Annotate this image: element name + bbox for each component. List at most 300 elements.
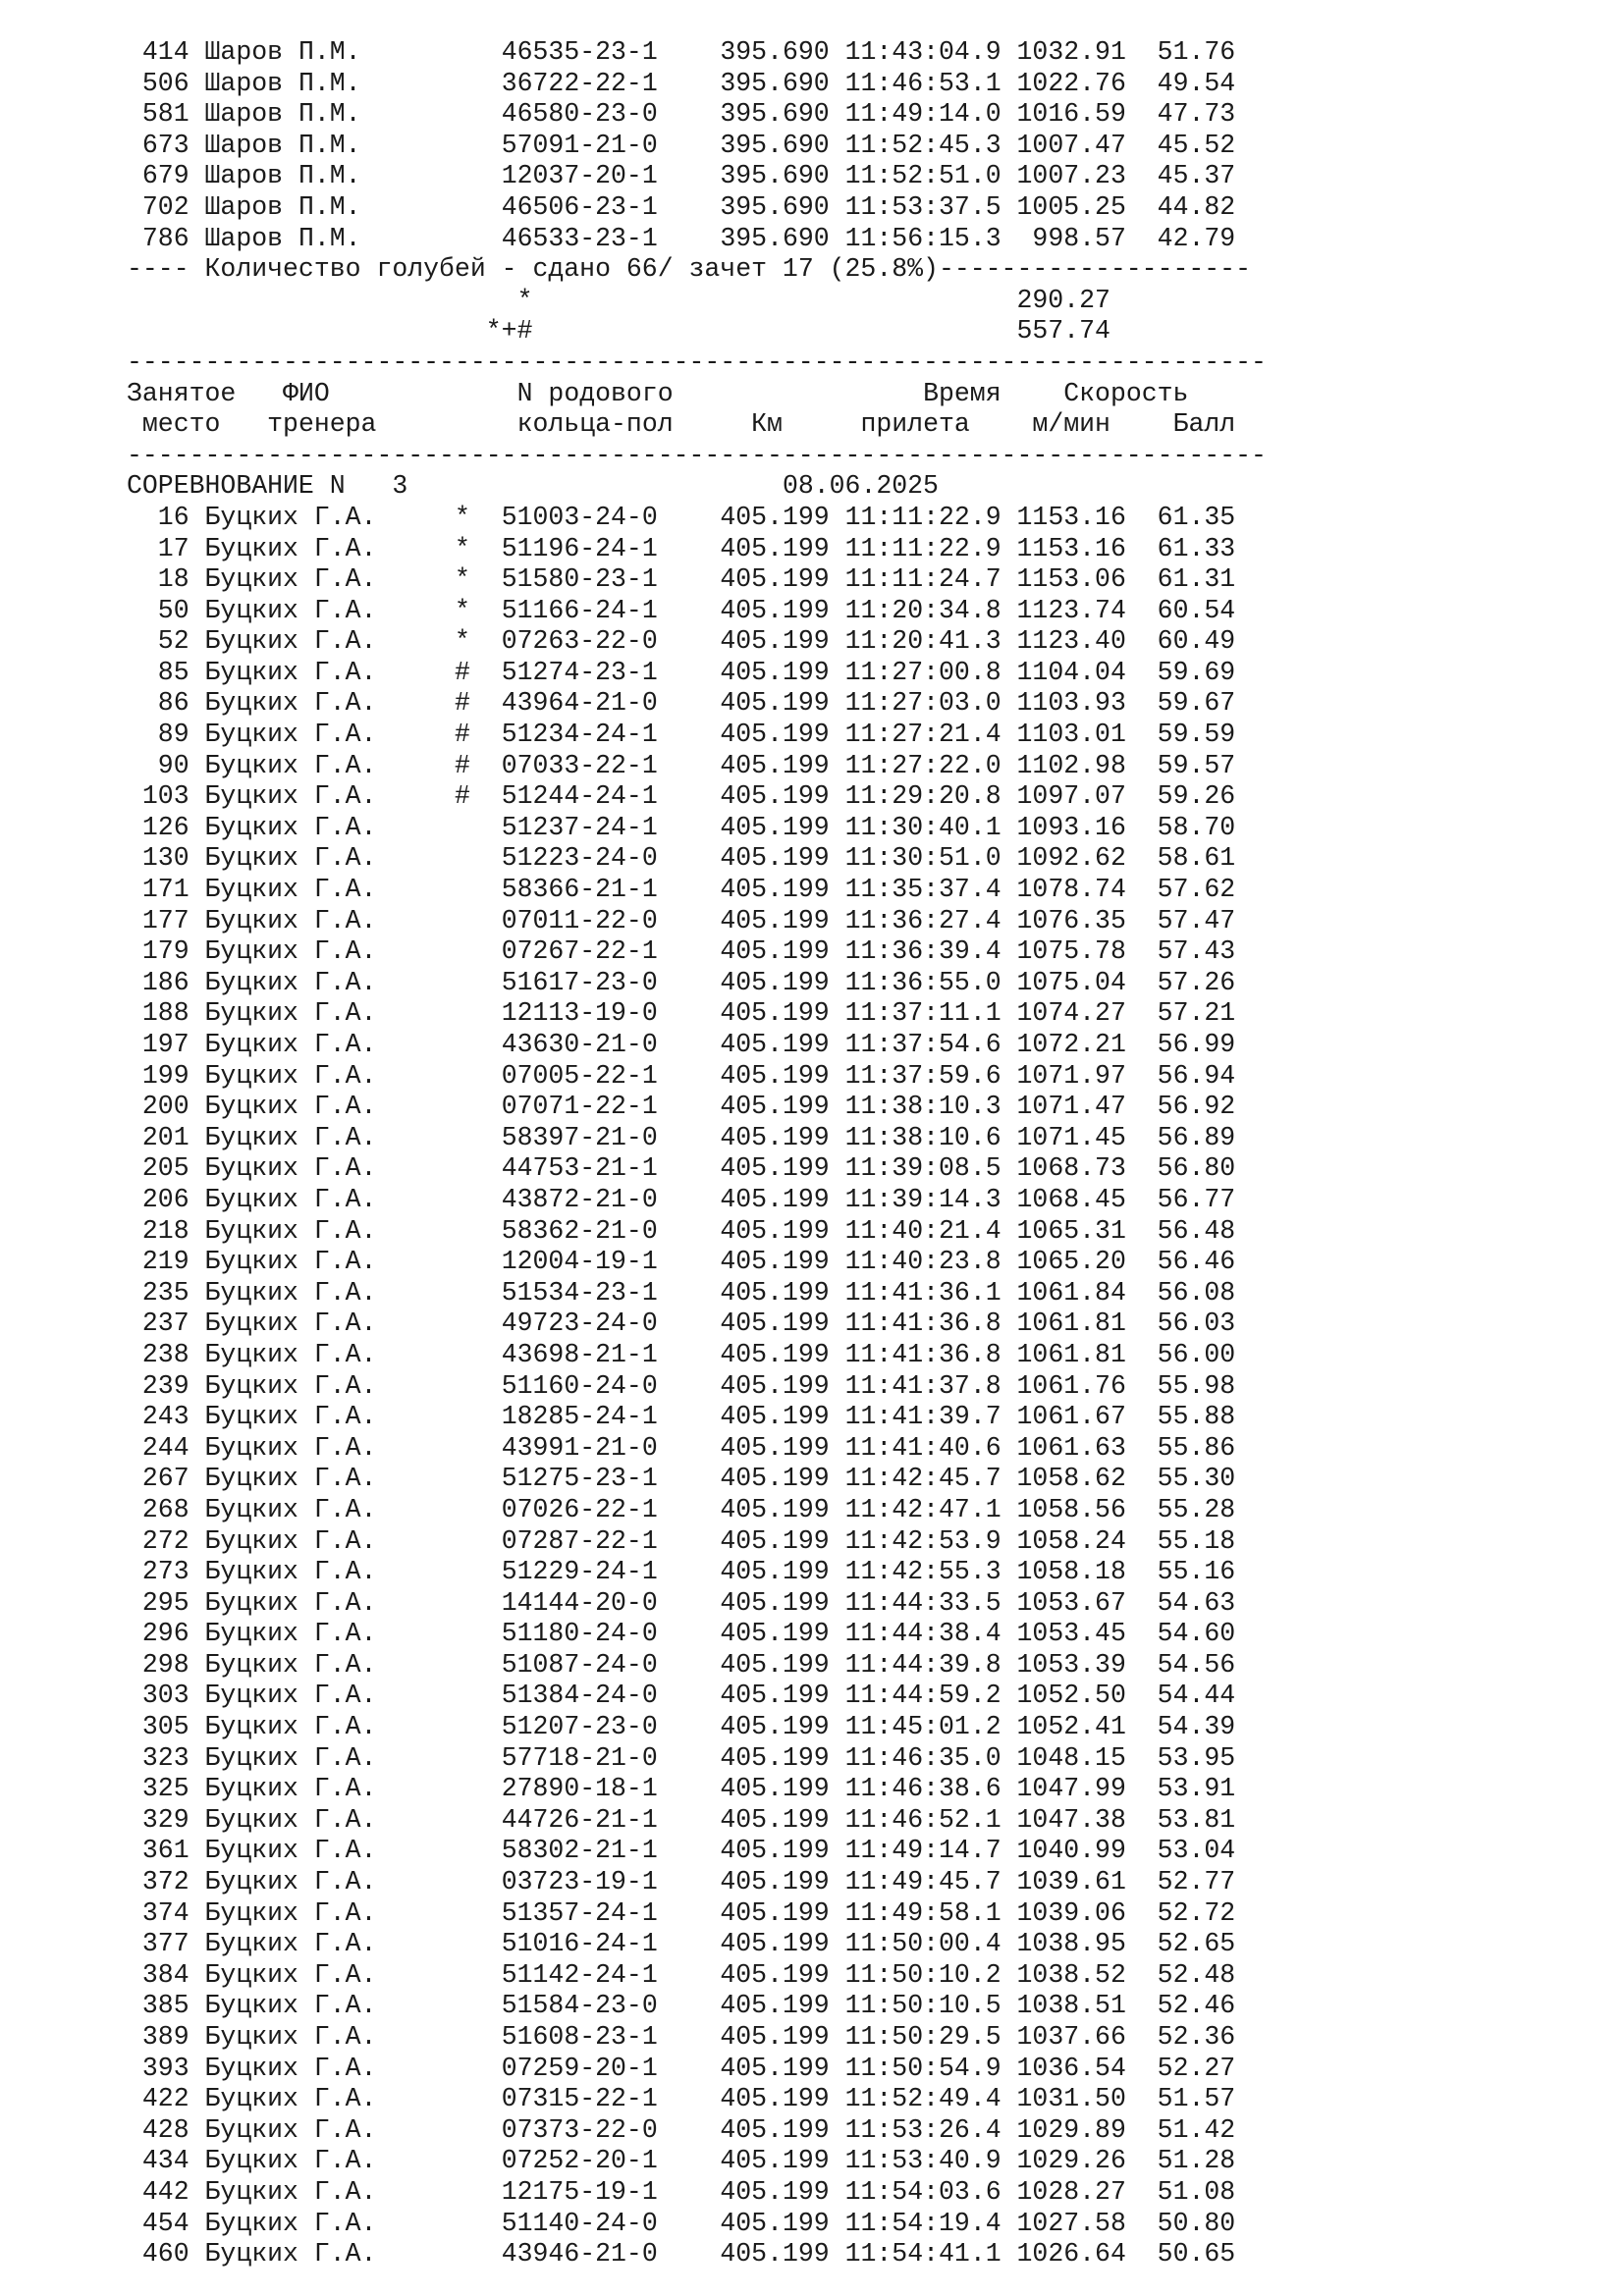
km-cell: 405.199 [720, 1122, 830, 1152]
table-row [127, 2209, 1267, 2240]
mark-cell [455, 1526, 502, 1556]
ring-cell: 51244-24-1 [501, 781, 674, 812]
speed-cell: 1123.40 [1016, 626, 1126, 657]
score-cell: 59.67 [1157, 688, 1236, 719]
ring-cell: 46533-23-1 [501, 223, 674, 253]
name-cell: Буцких Г.А. [204, 1184, 455, 1214]
km-cell: 405.199 [720, 1030, 830, 1059]
mark-cell [455, 161, 502, 190]
place-cell: 460 [127, 2239, 189, 2269]
speed-cell: 1029.89 [1016, 2114, 1126, 2145]
score-cell: 52.27 [1157, 2053, 1236, 2083]
place-cell: 679 [127, 161, 189, 191]
ring-cell: 51237-24-1 [501, 812, 674, 842]
speed-cell: 1016.59 [1016, 99, 1126, 130]
place-cell: 126 [127, 812, 189, 842]
table-row [127, 1619, 1267, 1650]
score-cell: 56.77 [1157, 1184, 1236, 1214]
table-row [127, 1836, 1267, 1867]
score-cell: 52.65 [1157, 1929, 1236, 1959]
speed-cell: 1075.78 [1016, 936, 1126, 967]
name-cell: Буцких Г.А. [204, 1494, 455, 1524]
place-cell: 186 [127, 967, 189, 997]
km-cell: 405.199 [720, 2146, 830, 2176]
km-cell: 405.199 [720, 502, 830, 532]
competition-number: 3 [392, 471, 408, 502]
table-row [127, 2115, 1267, 2147]
table-row [127, 843, 1267, 875]
km-cell: 405.199 [720, 657, 830, 687]
ring-cell: 07071-22-1 [501, 1092, 674, 1122]
km-cell: 405.199 [720, 1092, 830, 1122]
ring-cell: 43946-21-0 [501, 2239, 674, 2269]
name-cell: Буцких Г.А. [204, 1247, 455, 1277]
time-cell: 11:54:03.6 [844, 2176, 1001, 2207]
ring-cell: 58302-21-1 [501, 1836, 674, 1866]
ring-cell: 07373-22-0 [501, 2114, 674, 2145]
mark-cell [455, 1247, 502, 1276]
table-row [127, 1278, 1267, 1309]
name-cell: Шаров П.М. [204, 99, 455, 130]
mark-cell [455, 1495, 502, 1524]
mark-cell [455, 1588, 502, 1618]
place-cell: 385 [127, 1991, 189, 2021]
table-row [127, 37, 1267, 69]
name-cell: Буцких Г.А. [204, 1277, 455, 1308]
table-row [127, 1712, 1267, 1743]
ring-cell: 51140-24-0 [501, 2208, 674, 2238]
time-cell: 11:38:10.3 [844, 1092, 1001, 1122]
speed-cell: 1036.54 [1016, 2053, 1126, 2083]
table-row [127, 906, 1267, 937]
mark-cell [455, 37, 502, 67]
time-cell: 11:50:54.9 [844, 2053, 1001, 2083]
speed-cell: 1037.66 [1016, 2022, 1126, 2052]
name-cell: Буцких Г.А. [204, 1649, 455, 1680]
place-cell: 179 [127, 936, 189, 967]
score-cell: 60.54 [1157, 595, 1236, 625]
mark-cell [455, 2054, 502, 2083]
place-cell: 243 [127, 1402, 189, 1432]
time-cell: 11:41:36.1 [844, 1277, 1001, 1308]
score-cell: 56.99 [1157, 1030, 1236, 1059]
ring-cell: 51180-24-0 [501, 1619, 674, 1649]
name-cell: Буцких Г.А. [204, 1587, 455, 1618]
table-row [127, 1650, 1267, 1682]
header-place: Занятое [127, 378, 237, 408]
km-cell: 405.199 [720, 1339, 830, 1369]
ring-cell: 46535-23-1 [501, 37, 674, 67]
time-cell: 11:42:47.1 [844, 1494, 1001, 1524]
ring-cell: 12037-20-1 [501, 161, 674, 191]
mark-cell [455, 2209, 502, 2238]
name-cell: Буцких Г.А. [204, 1804, 455, 1835]
name-cell: Буцких Г.А. [204, 1060, 455, 1091]
score-cell: 56.00 [1157, 1339, 1236, 1369]
place-cell: 377 [127, 1929, 189, 1959]
speed-cell: 1071.47 [1016, 1092, 1126, 1122]
ring-cell: 51016-24-1 [501, 1929, 674, 1959]
table-row [127, 1061, 1267, 1093]
mark-cell [455, 224, 502, 253]
time-cell: 11:11:22.9 [844, 502, 1001, 532]
speed-cell: 1007.23 [1016, 161, 1126, 191]
score-cell: 55.98 [1157, 1370, 1236, 1401]
name-cell: Буцких Г.А. [204, 1867, 455, 1897]
time-cell: 11:11:22.9 [844, 533, 1001, 563]
star-total: 290.27 [1016, 285, 1110, 315]
competition-label: СОРЕВНОВАНИЕ N [127, 471, 346, 502]
time-cell: 11:53:37.5 [844, 191, 1001, 222]
name-cell: Шаров П.М. [204, 37, 455, 67]
name-cell: Буцких Г.А. [204, 998, 455, 1029]
ring-cell: 51234-24-1 [501, 720, 674, 750]
mark-cell [455, 1743, 502, 1773]
mark-cell [455, 1216, 502, 1246]
mark-cell [455, 906, 502, 935]
time-cell: 11:37:11.1 [844, 998, 1001, 1029]
place-cell: 305 [127, 1712, 189, 1742]
km-cell: 405.199 [720, 1742, 830, 1773]
header-score: Балл [1172, 409, 1236, 440]
score-cell: 56.80 [1157, 1153, 1236, 1184]
speed-cell: 1053.45 [1016, 1619, 1126, 1649]
km-cell: 405.199 [720, 936, 830, 967]
speed-cell: 1061.81 [1016, 1339, 1126, 1369]
score-cell: 57.62 [1157, 875, 1236, 905]
name-cell: Буцких Г.А. [204, 1308, 455, 1339]
speed-cell: 1047.99 [1016, 1774, 1126, 1804]
header-speed: м/мин [1032, 409, 1110, 440]
ring-cell: 43698-21-1 [501, 1339, 674, 1369]
table-row [127, 1743, 1267, 1775]
score-cell: 54.56 [1157, 1649, 1236, 1680]
name-cell: Буцких Г.А. [204, 688, 455, 719]
speed-cell: 1058.18 [1016, 1557, 1126, 1587]
mark-cell [455, 1774, 502, 1803]
mark-cell: # [454, 781, 502, 812]
place-cell: 384 [127, 1959, 189, 1990]
score-cell: 51.42 [1157, 2114, 1236, 2145]
table-row [127, 1433, 1267, 1465]
time-cell: 11:42:53.9 [844, 1525, 1001, 1556]
mark-cell: * [454, 533, 502, 563]
mark-cell: * [454, 502, 502, 532]
speed-cell: 1058.62 [1016, 1464, 1126, 1494]
divider-top: ------------------------------------------------------------------------- [127, 347, 1267, 377]
name-cell: Буцких Г.А. [204, 1525, 455, 1556]
km-cell: 395.690 [720, 99, 830, 130]
ring-cell: 58362-21-0 [501, 1215, 674, 1246]
ring-cell: 51229-24-1 [501, 1557, 674, 1587]
time-cell: 11:38:10.6 [844, 1122, 1001, 1152]
km-cell: 405.199 [720, 1153, 830, 1184]
time-cell: 11:35:37.4 [844, 875, 1001, 905]
score-cell: 59.57 [1157, 750, 1236, 780]
mark-cell [455, 1308, 502, 1338]
name-cell: Буцких Г.А. [204, 1742, 455, 1773]
score-cell: 55.18 [1157, 1525, 1236, 1556]
speed-cell: 1029.26 [1016, 2146, 1126, 2176]
km-cell: 405.199 [720, 533, 830, 563]
mark-cell [455, 1712, 502, 1741]
table-row [127, 1216, 1267, 1248]
place-cell: 201 [127, 1122, 189, 1152]
mark-cell [455, 1867, 502, 1896]
time-cell: 11:42:55.3 [844, 1557, 1001, 1587]
ring-cell: 51584-23-0 [501, 1991, 674, 2021]
place-cell: 16 [127, 502, 189, 532]
speed-cell: 1039.06 [1016, 1897, 1126, 1928]
place-cell: 361 [127, 1836, 189, 1866]
mark-cell [455, 1619, 502, 1648]
divider-bottom: ------------------------------------------------------------------------- [127, 440, 1267, 470]
time-cell: 11:30:40.1 [844, 812, 1001, 842]
table-row [127, 2022, 1267, 2054]
table-row [127, 658, 1267, 689]
score-cell: 51.57 [1157, 2084, 1236, 2114]
place-cell: 18 [127, 564, 189, 595]
mark-cell [455, 1402, 502, 1431]
starplus-total: 557.74 [1016, 316, 1110, 347]
header-ring: N родового [516, 378, 674, 408]
time-cell: 11:43:04.9 [844, 37, 1001, 67]
km-cell: 405.199 [720, 2208, 830, 2238]
km-cell: 405.199 [720, 2176, 830, 2207]
ring-cell: 07026-22-1 [501, 1494, 674, 1524]
place-cell: 239 [127, 1370, 189, 1401]
speed-cell: 1038.51 [1016, 1991, 1126, 2021]
place-cell: 702 [127, 191, 189, 222]
place-cell: 238 [127, 1339, 189, 1369]
km-cell: 405.199 [720, 1464, 830, 1494]
starplus-label: *+# [485, 316, 533, 347]
place-cell: 303 [127, 1681, 189, 1711]
table-row [127, 968, 1267, 999]
place-cell: 329 [127, 1804, 189, 1835]
score-cell: 49.54 [1157, 68, 1236, 98]
km-cell: 395.690 [720, 68, 830, 98]
ring-cell: 51617-23-0 [501, 967, 674, 997]
km-cell: 405.199 [720, 688, 830, 719]
ring-cell: 44726-21-1 [501, 1804, 674, 1835]
table-row [127, 1557, 1267, 1588]
speed-cell: 1123.74 [1016, 595, 1126, 625]
score-cell: 56.03 [1157, 1308, 1236, 1339]
mark-cell [455, 875, 502, 904]
time-cell: 11:42:45.7 [844, 1464, 1001, 1494]
score-cell: 52.46 [1157, 1991, 1236, 2021]
km-cell: 405.199 [720, 1959, 830, 1990]
score-cell: 59.69 [1157, 657, 1236, 687]
speed-cell: 1039.61 [1016, 1867, 1126, 1897]
competition-date: 08.06.2025 [782, 471, 939, 502]
km-cell: 405.199 [720, 626, 830, 657]
table-row [127, 2146, 1267, 2177]
ring-cell: 49723-24-0 [501, 1308, 674, 1339]
mark-cell [455, 1340, 502, 1369]
speed-cell: 1103.01 [1016, 720, 1126, 750]
mark-cell [455, 1185, 502, 1214]
table-row [127, 1991, 1267, 2022]
table-row [127, 1929, 1267, 1960]
table-row [127, 1774, 1267, 1805]
speed-cell: 1031.50 [1016, 2084, 1126, 2114]
table-row [127, 1185, 1267, 1216]
speed-cell: 1065.20 [1016, 1247, 1126, 1277]
name-cell: Буцких Г.А. [204, 1402, 455, 1432]
ring-cell: 43964-21-0 [501, 688, 674, 719]
ring-cell: 51580-23-1 [501, 564, 674, 595]
ring-cell: 57718-21-0 [501, 1742, 674, 1773]
score-cell: 45.52 [1157, 130, 1236, 160]
table-row [127, 1402, 1267, 1433]
score-cell: 55.88 [1157, 1402, 1236, 1432]
name-cell: Буцких Г.А. [204, 1681, 455, 1711]
score-cell: 56.46 [1157, 1247, 1236, 1277]
mark-cell [455, 1123, 502, 1152]
mark-cell: * [454, 595, 502, 625]
speed-cell: 1061.67 [1016, 1402, 1126, 1432]
name-cell: Шаров П.М. [204, 191, 455, 222]
time-cell: 11:49:14.0 [844, 99, 1001, 130]
table-row [127, 69, 1267, 100]
ring-cell: 12113-19-0 [501, 998, 674, 1029]
score-cell: 61.31 [1157, 564, 1236, 595]
header-speed: Скорость [1063, 378, 1189, 408]
name-cell: Буцких Г.А. [204, 905, 455, 935]
time-cell: 11:50:00.4 [844, 1929, 1001, 1959]
table-row [127, 192, 1267, 224]
table-row [127, 626, 1267, 658]
header-time: прилета [860, 409, 970, 440]
time-cell: 11:49:58.1 [844, 1897, 1001, 1928]
speed-cell: 1007.47 [1016, 130, 1126, 160]
km-cell: 405.199 [720, 967, 830, 997]
km-cell: 405.199 [720, 998, 830, 1029]
speed-cell: 1076.35 [1016, 905, 1126, 935]
place-cell: 323 [127, 1742, 189, 1773]
km-cell: 395.690 [720, 37, 830, 67]
ring-cell: 51275-23-1 [501, 1464, 674, 1494]
place-cell: 130 [127, 843, 189, 874]
score-cell: 58.61 [1157, 843, 1236, 874]
table-row [127, 1308, 1267, 1340]
place-cell: 200 [127, 1092, 189, 1122]
results-table [127, 503, 1267, 2270]
name-cell: Буцких Г.А. [204, 564, 455, 595]
score-cell: 61.35 [1157, 502, 1236, 532]
km-cell: 405.199 [720, 812, 830, 842]
speed-cell: 1052.41 [1016, 1712, 1126, 1742]
time-cell: 11:41:36.8 [844, 1308, 1001, 1339]
km-cell: 395.690 [720, 130, 830, 160]
speed-cell: 1153.06 [1016, 564, 1126, 595]
name-cell: Буцких Г.А. [204, 1122, 455, 1152]
place-cell: 171 [127, 875, 189, 905]
name-cell: Буцких Г.А. [204, 1774, 455, 1804]
time-cell: 11:11:24.7 [844, 564, 1001, 595]
name-cell: Буцких Г.А. [204, 2084, 455, 2114]
table-row [127, 131, 1267, 162]
table-row [127, 1805, 1267, 1837]
time-cell: 11:50:10.5 [844, 1991, 1001, 2021]
score-cell: 53.91 [1157, 1774, 1236, 1804]
table-row [127, 781, 1267, 813]
name-cell: Буцких Г.А. [204, 2114, 455, 2145]
ring-cell: 51357-24-1 [501, 1897, 674, 1928]
time-cell: 11:36:27.4 [844, 905, 1001, 935]
mark-cell [455, 69, 502, 98]
speed-cell: 1093.16 [1016, 812, 1126, 842]
km-cell: 405.199 [720, 1619, 830, 1649]
header-time: Время [923, 378, 1001, 408]
ring-cell: 46506-23-1 [501, 191, 674, 222]
prev-results-block [127, 37, 1267, 254]
speed-cell: 1097.07 [1016, 781, 1126, 812]
place-cell: 442 [127, 2176, 189, 2207]
ring-cell: 46580-23-0 [501, 99, 674, 130]
place-cell: 188 [127, 998, 189, 1029]
mark-cell [455, 1433, 502, 1463]
ring-cell: 51196-24-1 [501, 533, 674, 563]
km-cell: 405.199 [720, 2053, 830, 2083]
place-cell: 389 [127, 2022, 189, 2052]
ring-cell: 07315-22-1 [501, 2084, 674, 2114]
summary-line: ---- Количество голубей - сдано 66/ зачет 17 (25.8%)-------------------- [127, 254, 1251, 285]
km-cell: 405.199 [720, 1867, 830, 1897]
name-cell: Буцких Г.А. [204, 2176, 455, 2207]
place-cell: 103 [127, 781, 189, 812]
header-name: ФИО [283, 378, 330, 408]
time-cell: 11:46:53.1 [844, 68, 1001, 98]
score-cell: 47.73 [1157, 99, 1236, 130]
ring-cell: 51223-24-0 [501, 843, 674, 874]
ring-cell: 43991-21-0 [501, 1432, 674, 1463]
table-row [127, 1681, 1267, 1712]
speed-cell: 1048.15 [1016, 1742, 1126, 1773]
time-cell: 11:29:20.8 [844, 781, 1001, 812]
name-cell: Буцких Г.А. [204, 2053, 455, 2083]
time-cell: 11:54:19.4 [844, 2208, 1001, 2238]
speed-cell: 1092.62 [1016, 843, 1126, 874]
mark-cell [455, 2239, 502, 2269]
km-cell: 405.199 [720, 843, 830, 874]
score-cell: 58.70 [1157, 812, 1236, 842]
mark-cell [455, 813, 502, 842]
score-cell: 57.21 [1157, 998, 1236, 1029]
name-cell: Буцких Г.А. [204, 595, 455, 625]
time-cell: 11:44:33.5 [844, 1587, 1001, 1618]
place-cell: 414 [127, 37, 189, 67]
mark-cell [455, 1557, 502, 1586]
name-cell: Буцких Г.А. [204, 1339, 455, 1369]
ring-cell: 51160-24-0 [501, 1370, 674, 1401]
table-row [127, 998, 1267, 1030]
score-cell: 50.80 [1157, 2208, 1236, 2238]
table-row [127, 1371, 1267, 1403]
mark-cell: * [454, 564, 502, 595]
ring-cell: 18285-24-1 [501, 1402, 674, 1432]
table-row [127, 1030, 1267, 1061]
mark-cell [455, 1991, 502, 2020]
mark-cell [455, 1092, 502, 1121]
place-cell: 434 [127, 2146, 189, 2176]
name-cell: Буцких Г.А. [204, 1092, 455, 1122]
km-cell: 395.690 [720, 223, 830, 253]
time-cell: 11:53:26.4 [844, 2114, 1001, 2145]
ring-cell: 51166-24-1 [501, 595, 674, 625]
